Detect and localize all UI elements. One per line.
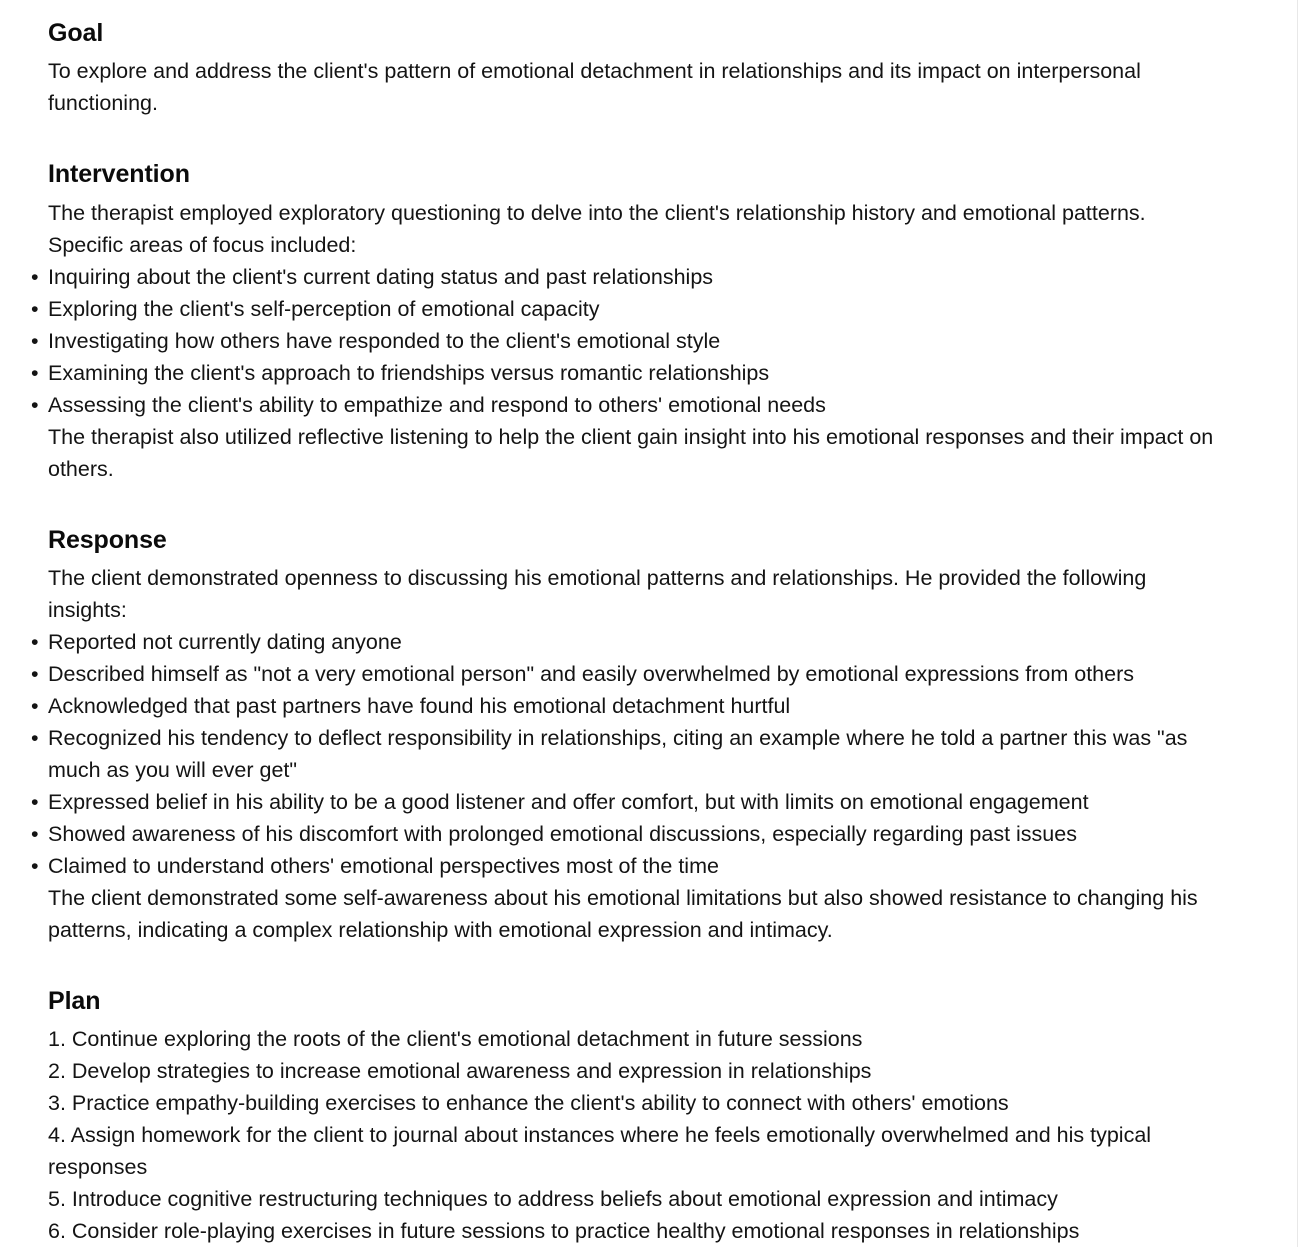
list-item <box>31 357 1223 389</box>
list-item-label: Investigating how others have responded to the client's emotional style <box>48 328 721 353</box>
list-item <box>31 786 1223 818</box>
list-item <box>31 626 1223 658</box>
list-item <box>31 690 1223 722</box>
list-item <box>31 389 1223 421</box>
bullet-list-response <box>31 626 1242 882</box>
list-item: 5. Introduce cognitive restructuring techniques to address beliefs about emotional expression and intimacy <box>48 1187 1058 1211</box>
list-item <box>31 293 1223 325</box>
list-item-label: Claimed to understand others' emotional perspectives most of the time <box>48 853 719 878</box>
bullet-point-icon: • <box>31 821 39 846</box>
section-heading-goal: Goal <box>48 19 104 47</box>
section-intro-intervention: The therapist employed exploratory questioning to delve into the client's relationship history and emotional patterns. Specific areas of focus included: <box>48 200 1146 257</box>
bullet-point-icon: • <box>31 853 39 878</box>
list-item: 6. Consider role-playing exercises in future sessions to practice healthy emotional responses in relationships <box>48 1219 1080 1243</box>
list-item: 1. Continue exploring the roots of the client's emotional detachment in future sessions <box>48 1027 863 1051</box>
list-item <box>31 658 1223 690</box>
list-item <box>31 818 1223 850</box>
list-item <box>31 261 1223 293</box>
section-heading-response: Response <box>48 525 167 554</box>
bullet-point-icon: • <box>31 264 39 289</box>
section-summary-response: The client demonstrated some self-awareness about his emotional limitations but also showed resistance to changing his patterns, indicating a complex relationship with emotional expression and intimacy. <box>48 885 1198 942</box>
section-heading-intervention: Intervention <box>48 160 190 189</box>
list-item-label: Examining the client's approach to friendships versus romantic relationships <box>48 360 770 385</box>
list-item <box>31 850 1223 882</box>
list-item-label: Inquiring about the client's current dating status and past relationships <box>48 264 714 289</box>
bullet-point-icon: • <box>31 789 39 814</box>
list-item-label: Described himself as "not a very emotional person" and easily overwhelmed by emotional expressions from others <box>48 661 1135 686</box>
list-item-label: Assessing the client's ability to empathize and respond to others' emotional needs <box>48 392 826 417</box>
section-response <box>31 525 1242 946</box>
bullet-list-intervention <box>31 261 1242 421</box>
bullet-point-icon: • <box>31 661 39 686</box>
section-plan <box>48 986 1242 1247</box>
section-summary-intervention: The therapist also utilized reflective listening to help the client gain insight into his emotional responses and their impact on others. <box>48 424 1214 481</box>
list-item-label: Recognized his tendency to deflect responsibility in relationships, citing an example where he told a partner this was "as much as you will ever get" <box>48 725 1188 782</box>
section-heading-plan: Plan <box>48 986 101 1015</box>
list-item: 4. Assign homework for the client to journal about instances where he feels emotionally overwhelmed and his typical responses <box>48 1123 1152 1179</box>
list-item-label: Exploring the client's self-perception of emotional capacity <box>48 296 600 321</box>
list-item-label: Acknowledged that past partners have found his emotional detachment hurtful <box>48 693 791 718</box>
section-intro-response: The client demonstrated openness to discussing his emotional patterns and relationships. He provided the following insights: <box>48 565 1147 622</box>
list-item-label: Showed awareness of his discomfort with prolonged emotional discussions, especially regarding past issues <box>48 821 1077 846</box>
bullet-point-icon: • <box>31 296 39 321</box>
list-item <box>31 325 1223 357</box>
bullet-point-icon: • <box>31 392 39 417</box>
bullet-point-icon: • <box>31 328 39 353</box>
list-item-label: Expressed belief in his ability to be a good listener and offer comfort, but with limits on emotional engagement <box>48 789 1089 814</box>
list-item: 3. Practice empathy-building exercises to enhance the client's ability to connect with others' emotions <box>48 1091 1009 1115</box>
list-item: 2. Develop strategies to increase emotional awareness and expression in relationships <box>48 1059 872 1083</box>
section-intervention <box>31 159 1242 484</box>
bullet-point-icon: • <box>31 725 39 750</box>
list-item-label: Reported not currently dating anyone <box>48 629 402 654</box>
bullet-point-icon: • <box>31 693 39 718</box>
bullet-point-icon: • <box>31 360 39 385</box>
numbered-list-plan <box>48 1023 1242 1247</box>
list-item <box>31 722 1223 786</box>
bullet-point-icon: • <box>31 629 39 654</box>
section-goal <box>48 18 1242 119</box>
section-intro-goal: To explore and address the client's pattern of emotional detachment in relationships and its impact on interpersonal functioning. <box>48 59 1141 116</box>
